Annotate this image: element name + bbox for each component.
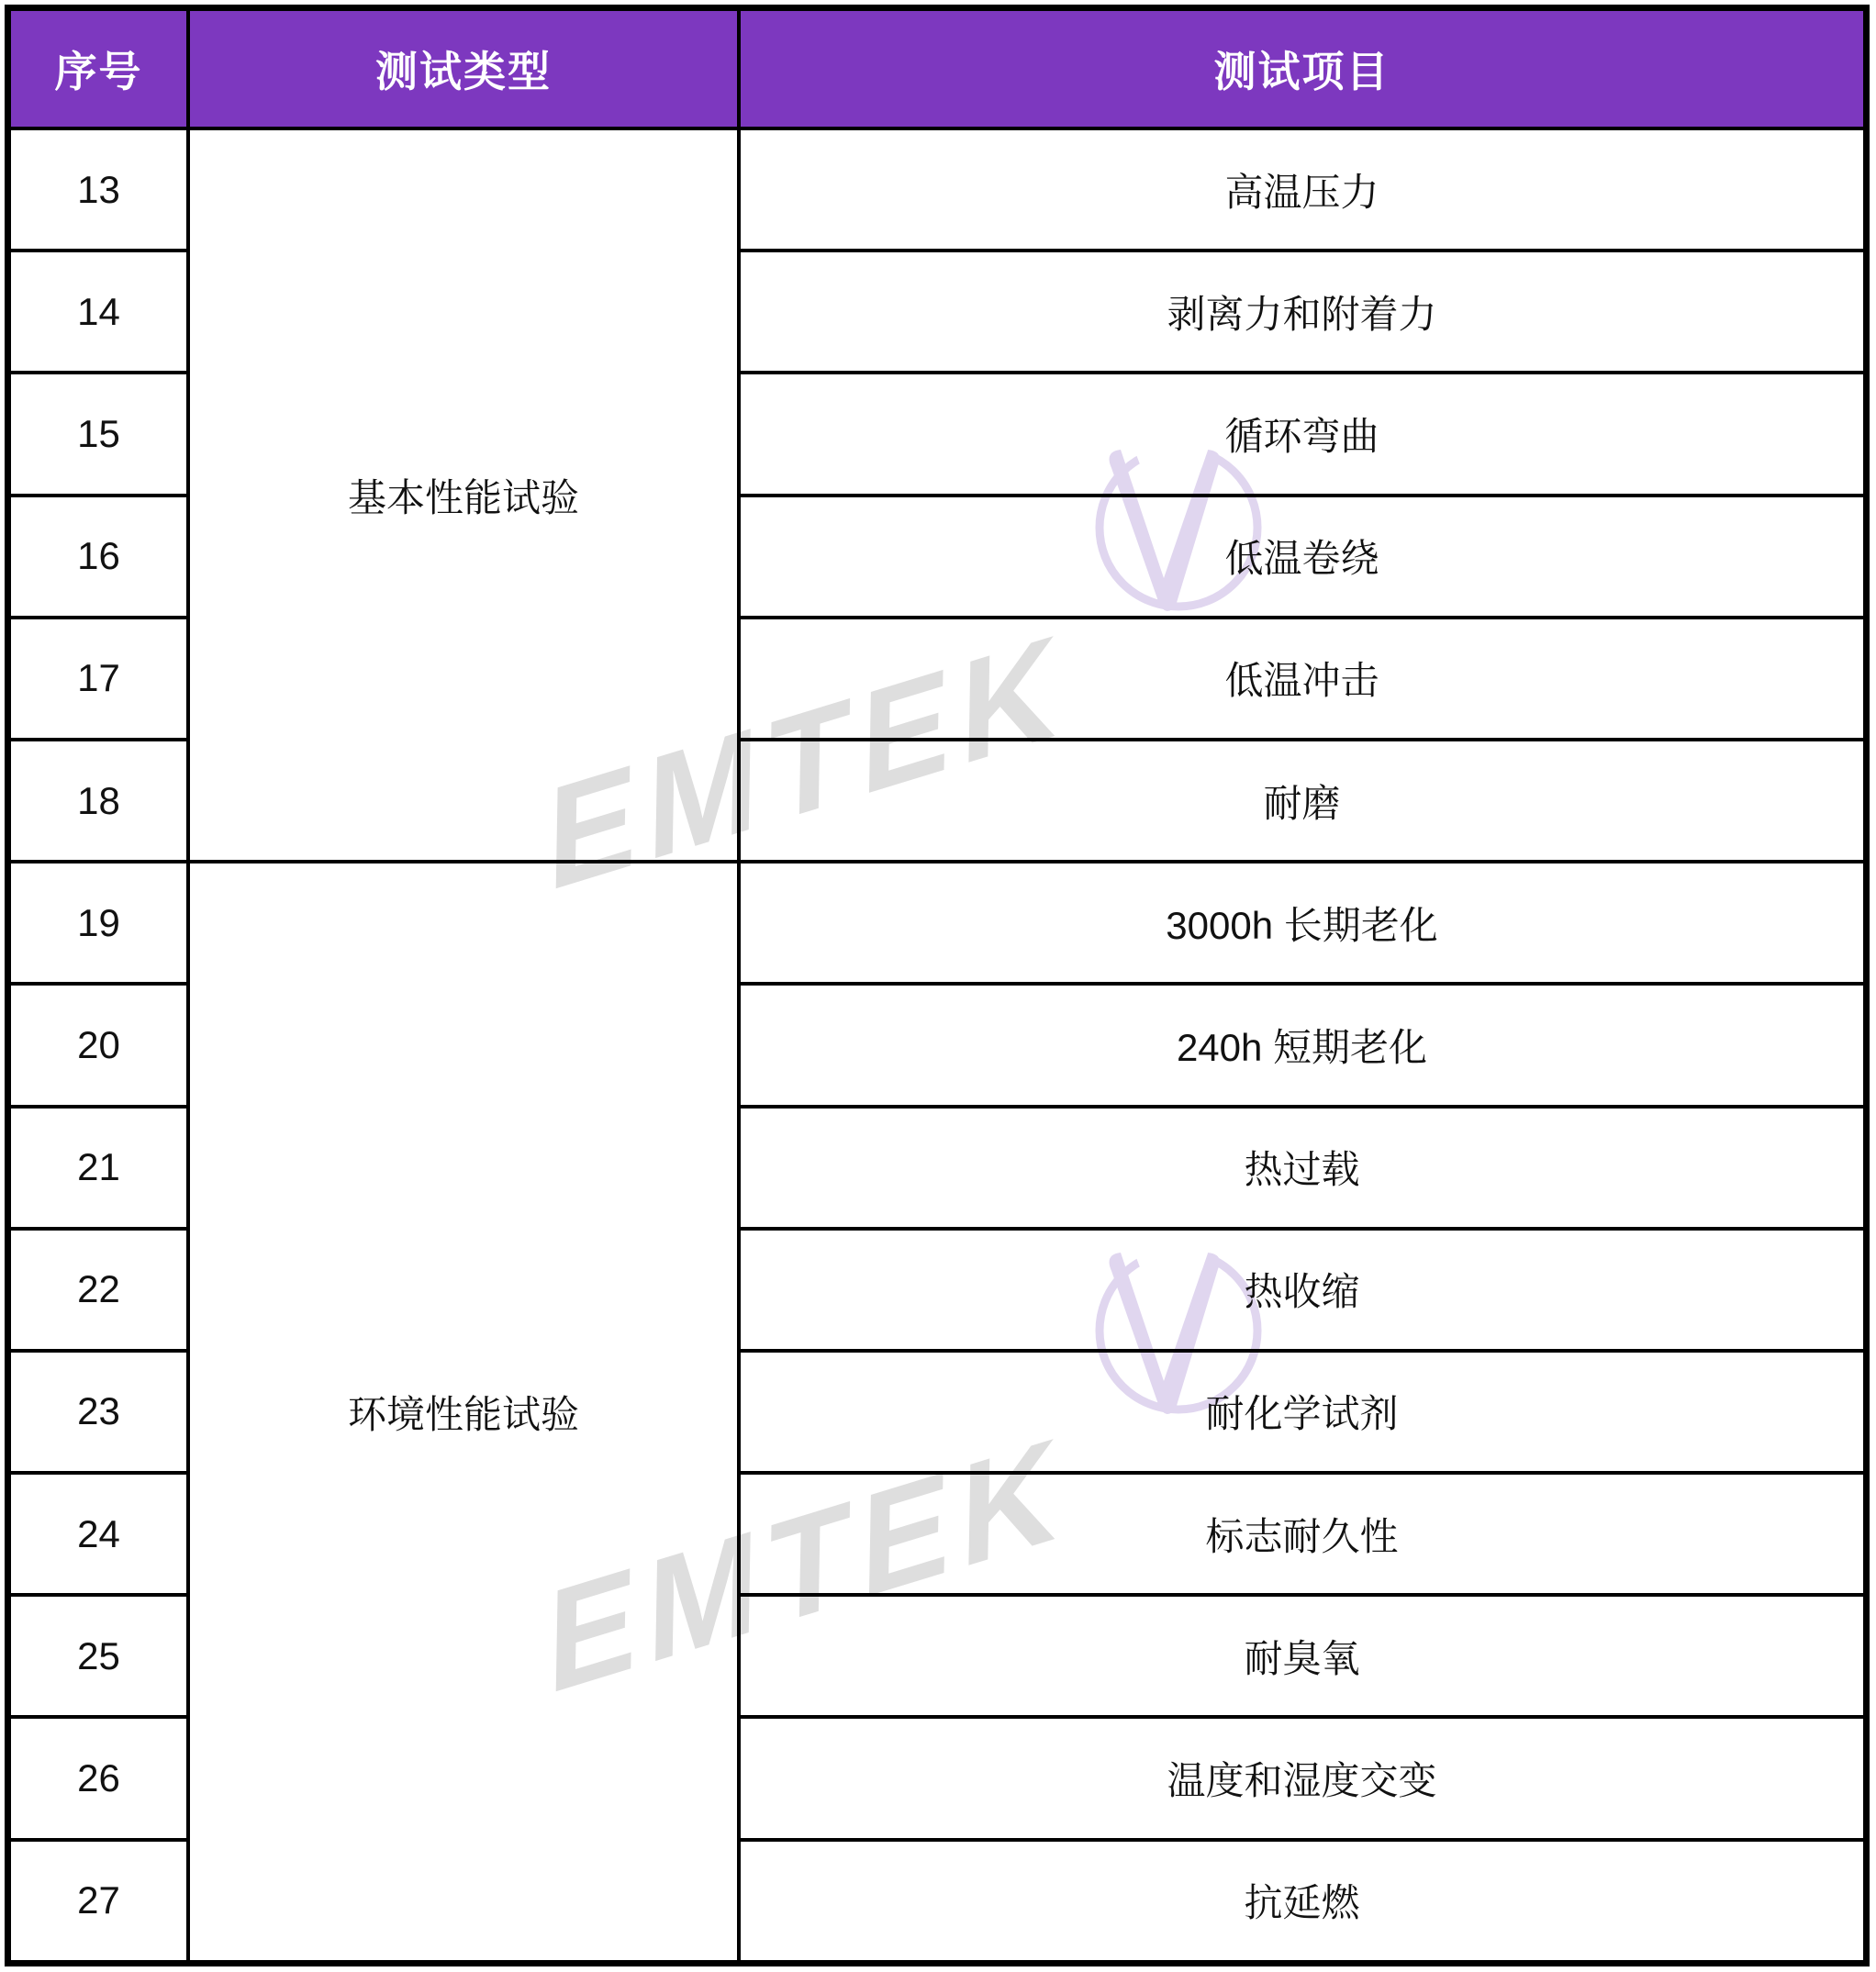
test-type-cell: 环境性能试验 xyxy=(188,862,739,1962)
test-item-cell: 耐臭氧 xyxy=(739,1595,1865,1717)
row-number-cell: 19 xyxy=(9,862,188,984)
test-item-cell: 低温卷绕 xyxy=(739,496,1865,618)
test-item-cell: 循环弯曲 xyxy=(739,373,1865,495)
row-number-cell: 13 xyxy=(9,128,188,251)
test-items-table-wrap xyxy=(5,5,1870,1966)
test-item-cell: 热过载 xyxy=(739,1107,1865,1229)
test-item-cell: 热收缩 xyxy=(739,1229,1865,1351)
test-item-cell: 温度和湿度交变 xyxy=(739,1717,1865,1839)
test-item-cell: 240h 短期老化 xyxy=(739,984,1865,1106)
watermark-text-2: EMTEK xyxy=(546,1403,1069,1726)
row-number-cell: 17 xyxy=(9,618,188,740)
test-item-cell: 耐化学试剂 xyxy=(739,1351,1865,1473)
table-header xyxy=(9,9,1865,128)
watermark-text-1: EMTEK xyxy=(546,600,1069,923)
test-type-cell: 基本性能试验 xyxy=(188,128,739,862)
row-number-cell: 22 xyxy=(9,1229,188,1351)
test-item-cell: 剥离力和附着力 xyxy=(739,251,1865,373)
row-number-cell: 14 xyxy=(9,251,188,373)
row-number-cell: 25 xyxy=(9,1595,188,1717)
table-body xyxy=(9,128,1865,1962)
test-item-cell: 抗延燃 xyxy=(739,1840,1865,1962)
row-number-cell: 27 xyxy=(9,1840,188,1962)
row-number-cell: 26 xyxy=(9,1717,188,1839)
header-row xyxy=(9,9,1865,128)
table-row xyxy=(9,862,1865,984)
row-number-cell: 21 xyxy=(9,1107,188,1229)
row-number-cell: 24 xyxy=(9,1473,188,1595)
row-number-cell: 15 xyxy=(9,373,188,495)
row-number-cell: 16 xyxy=(9,496,188,618)
test-item-cell: 标志耐久性 xyxy=(739,1473,1865,1595)
header-cell-item: 测试项目 xyxy=(739,9,1865,128)
table-row xyxy=(9,128,1865,251)
row-number-cell: 20 xyxy=(9,984,188,1106)
header-cell-no: 序号 xyxy=(9,9,188,128)
row-number-cell: 23 xyxy=(9,1351,188,1473)
test-item-cell: 3000h 长期老化 xyxy=(739,862,1865,984)
header-cell-type: 测试类型 xyxy=(188,9,739,128)
test-item-cell: 低温冲击 xyxy=(739,618,1865,740)
test-item-cell: 高温压力 xyxy=(739,128,1865,251)
test-item-cell: 耐磨 xyxy=(739,740,1865,862)
test-items-table xyxy=(7,7,1867,1964)
row-number-cell: 18 xyxy=(9,740,188,862)
